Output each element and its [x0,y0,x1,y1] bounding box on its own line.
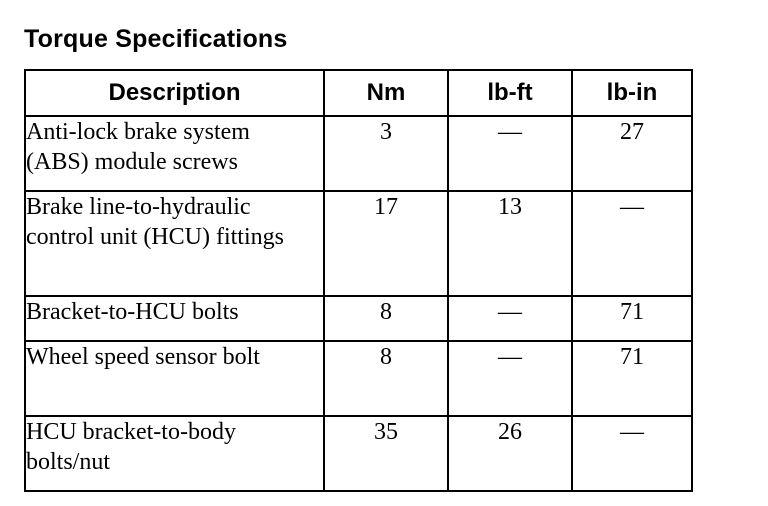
lb-in-cell: — [572,416,692,491]
table-row [25,296,692,341]
nm-cell: 8 [324,341,448,416]
table-row [25,191,692,296]
nm-cell: 17 [324,191,448,296]
table-row [25,416,692,491]
column-header-lb-ft: lb-ft [448,70,572,116]
description-cell: Anti-lock brake system (ABS) module screws [25,116,324,191]
nm-cell: 8 [324,296,448,341]
description-cell: Brake line-to-hydraulic control unit (HCU) fittings [25,191,324,296]
lb-in-cell: — [572,191,692,296]
description-cell: Wheel speed sensor bolt [25,341,324,416]
lb-ft-cell: — [448,296,572,341]
lb-in-cell: 71 [572,341,692,416]
column-header-nm: Nm [324,70,448,116]
lb-ft-cell: — [448,341,572,416]
torque-spec-table [24,69,693,492]
lb-in-cell: 71 [572,296,692,341]
column-header-lb-in: lb-in [572,70,692,116]
table-header-row [25,70,692,116]
description-cell: HCU bracket-to-body bolts/nut [25,416,324,491]
lb-ft-cell: 26 [448,416,572,491]
description-cell: Bracket-to-HCU bolts [25,296,324,341]
lb-ft-cell: 13 [448,191,572,296]
lb-in-cell: 27 [572,116,692,191]
nm-cell: 35 [324,416,448,491]
nm-cell: 3 [324,116,448,191]
column-header-description: Description [25,70,324,116]
table-row [25,116,692,191]
table-row [25,341,692,416]
page-title: Torque Specifications [24,25,288,53]
lb-ft-cell: — [448,116,572,191]
